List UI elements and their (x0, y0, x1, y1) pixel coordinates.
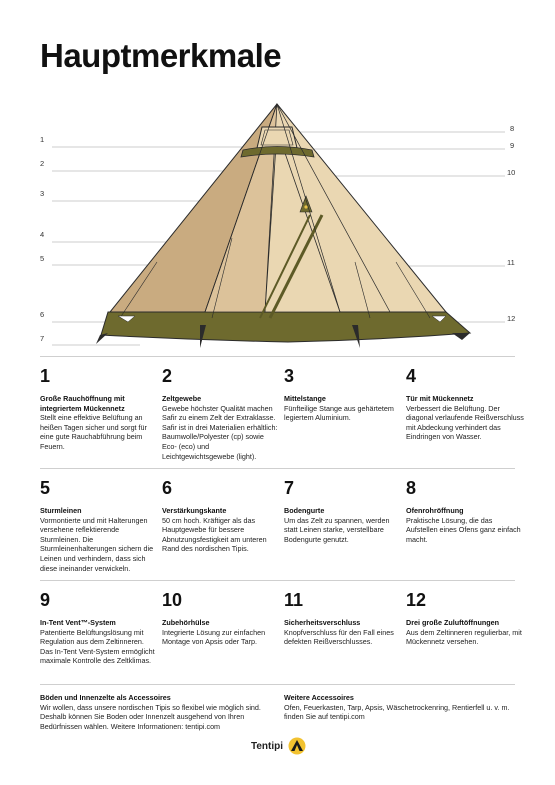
feature-desc: Stellt eine effektive Belüftung an heißen Tagen sicher und sorgt für eine gute Rauchabführung beim Feuern. (40, 413, 147, 451)
feature-number: 2 (162, 366, 173, 386)
diagram-label-4: 4 (40, 230, 45, 239)
feature-title: Bodengurte (284, 506, 325, 515)
feature-title: Sturmleinen (40, 506, 82, 515)
feature-4 (406, 366, 524, 442)
diagram-label-3: 3 (40, 189, 45, 198)
feature-title: Drei große Zuluftöffnungen (406, 618, 500, 627)
diagram-label-11: 11 (507, 258, 515, 267)
feature-number: 12 (406, 590, 427, 610)
feature-3 (284, 366, 402, 423)
accessories-other-desc: Ofen, Feuerkasten, Tarp, Apsis, Wäschetrockenring, Rentierfell u. v. m. finden Sie auf tentipi.com (284, 702, 510, 722)
accessories-other-title: Weitere Accessoires (284, 693, 354, 702)
divider-top (40, 356, 515, 357)
feature-9 (40, 590, 158, 666)
accessories-floors-desc: Wir wollen, dass unsere nordischen Tipis so flexibel wie möglich sind. Deshalb können Sie Boden oder Innenzelt ausgehend von Ihren Bedürfnissen wählen. Weitere Informationen: tentipi.com (40, 702, 261, 731)
accessories-other (284, 693, 519, 722)
diagram-label-1: 1 (40, 135, 45, 144)
feature-number: 4 (406, 366, 417, 386)
feature-12 (406, 590, 524, 647)
feature-number: 7 (284, 478, 295, 498)
feature-desc: Patentierte Belüftungslösung mit Regulation aus dem Zeltinneren. Das In-Tent Vent-System ermöglicht maximale Kontrolle des Zeltklimas. (40, 627, 155, 666)
divider-row1 (40, 468, 515, 469)
feature-title: Zeltgewebe (162, 394, 202, 403)
feature-title: Verstärkungskante (162, 506, 227, 515)
accessories-floors (40, 693, 275, 731)
feature-number: 5 (40, 478, 51, 498)
tentipi-logo (251, 737, 307, 755)
feature-number: 8 (406, 478, 417, 498)
feature-desc: Aus dem Zeltinneren regulierbar, mit Mückennetz versehen. (406, 627, 522, 647)
feature-desc: Verbessert die Belüftung. Der diagonal verlaufende Reißverschluss mit Abdeckung verhindert das Eindringen von Wasser. (406, 403, 524, 442)
diagram-label-10: 10 (507, 168, 516, 177)
tent-diagram (0, 0, 555, 360)
feature-title: Große Rauchöffnung mit integriertem Mückennetz (40, 394, 125, 413)
feature-desc: 50 cm hoch. Kräftiger als das Hauptgewebe für bessere Abnutzungsfestigkeit am unteren Rand des nordischen Tipis. (162, 515, 267, 554)
reinforcement-band (101, 312, 470, 342)
feature-desc: Gewebe höchster Qualität machen Safir zu einem Zelt der Extraklasse. Safir ist in drei Materialien erhältlich: Baumwolle/Polyester (cp) sowie Eco- (eco) und Leichtgewichtsgewebe (light). (162, 403, 278, 461)
feature-title: Ofenrohröffnung (406, 506, 464, 515)
feature-title: Mittelstange (284, 394, 326, 403)
feature-number: 9 (40, 590, 51, 610)
feature-5 (40, 478, 158, 573)
feature-desc: Um das Zelt zu spannen, werden statt Leinen starke, verstellbare Bodengurte genutzt. (284, 515, 390, 544)
tent-logo-icon (287, 737, 307, 755)
divider-bottom (40, 684, 515, 685)
diagram-label-5: 5 (40, 254, 45, 263)
diagram-label-6: 6 (40, 310, 45, 319)
logo-text: Tentipi (251, 740, 284, 752)
feature-10 (162, 590, 280, 647)
accessories-floors-title: Böden und Innenzelte als Accessoires (40, 693, 171, 702)
feature-1 (40, 366, 158, 452)
feature-number: 6 (162, 478, 173, 498)
feature-title: Tür mit Mückennetz (406, 394, 474, 403)
diagram-label-9: 9 (510, 141, 515, 150)
feature-number: 11 (284, 590, 304, 610)
feature-desc: Fünfteilige Stange aus gehärtetem legiertem Aluminium. (284, 403, 394, 423)
feature-8 (406, 478, 524, 544)
divider-row2 (40, 580, 515, 581)
feature-6 (162, 478, 280, 554)
feature-desc: Praktische Lösung, die das Aufstellen eines Ofens ganz einfach macht. (406, 515, 521, 544)
feature-2 (162, 366, 280, 461)
feature-number: 10 (162, 590, 183, 610)
feature-title: Sicherheitsverschluss (284, 618, 361, 627)
feature-number: 1 (40, 366, 51, 386)
diagram-label-12: 12 (507, 314, 516, 323)
feature-title: In-Tent Vent™-System (40, 618, 116, 627)
feature-11 (284, 590, 402, 647)
feature-number: 3 (284, 366, 295, 386)
page-title: Hauptmerkmale (40, 37, 282, 74)
feature-desc: Knopfverschluss für den Fall eines defekten Reißverschlusses. (284, 627, 394, 647)
feature-title: Zubehörhülse (162, 618, 210, 627)
diagram-label-8: 8 (510, 124, 515, 133)
diagram-label-2: 2 (40, 159, 45, 168)
feature-desc: Vormontierte und mit Halterungen versehene reflektierende Sturmleinen. Die Sturmleinenhalterungen sichern die Leinen und verhindern, dass sich diese ineinander verwickeln. (40, 515, 154, 573)
feature-desc: Integrierte Lösung zur einfachen Montage von Apsis oder Tarp. (162, 627, 266, 647)
diagram-label-7: 7 (40, 334, 45, 343)
feature-7 (284, 478, 402, 544)
